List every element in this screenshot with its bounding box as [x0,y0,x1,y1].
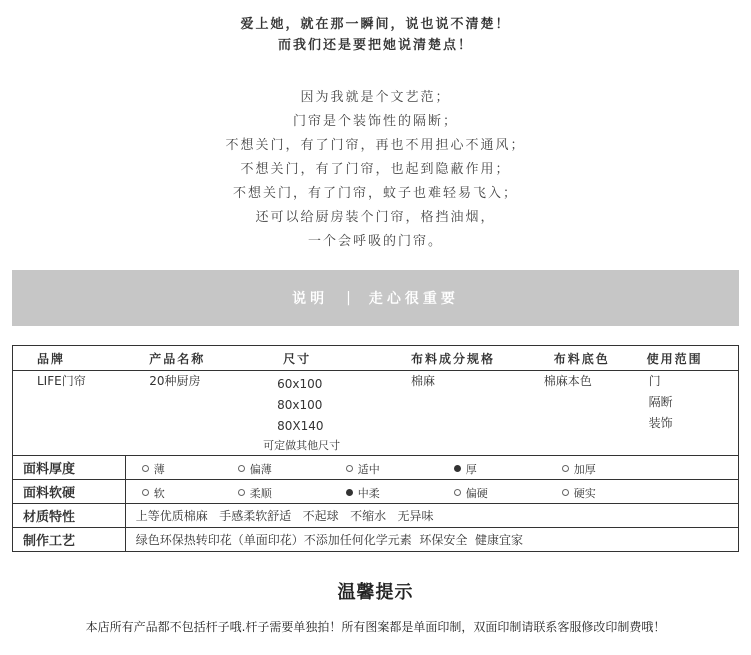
header-usage: 使用范围 [632,346,739,371]
usage-value: 门 [648,374,661,388]
header-product-name: 产品名称 [125,346,255,371]
tips-text: 本店所有产品都不包括杆子哦.杆子需要单独拍！所有图案都是单面印制，双面印制请联系客服修改印制费哦！ [85,620,666,634]
thickness-option [454,461,477,477]
softness-option [346,485,380,501]
banner-left-text: 说明 [292,291,329,307]
softness-option-label: 柔顺 [249,486,272,500]
header-fabric: 布料成分规格 [387,346,542,371]
thickness-option-label: 适中 [357,462,380,476]
spec-main-row [13,371,739,456]
softness-label: 面料软硬 [13,480,126,504]
header-size: 尺寸 [255,346,387,371]
radio-dot-icon [454,489,461,496]
header-base-color: 布料底色 [542,346,632,371]
radio-dot-icon [142,465,149,472]
radio-dot-icon [142,489,149,496]
craft-label: 制作工艺 [13,528,126,552]
usage-value: 装饰 [648,416,673,430]
thickness-option-label: 偏薄 [249,462,272,476]
softness-option-label: 偏硬 [465,486,488,500]
usage-value: 隔断 [648,395,673,409]
radio-dot-icon [562,489,569,496]
thickness-option-label: 加厚 [573,462,596,476]
craft-row [13,528,739,552]
base-color-value: 棉麻本色 [542,371,632,456]
thickness-option [562,461,596,477]
thickness-option-label: 薄 [153,462,165,476]
poem-line: 因为我就是个文艺范； [300,90,451,105]
softness-options [125,480,738,504]
thickness-label: 面料厚度 [13,456,126,480]
softness-option-label: 软 [153,486,165,500]
material-value: 上等优质棉麻 手感柔软舒适 不起球 不缩水 无异味 [125,504,738,528]
poem-line: 还可以给厨房装个门帘，格挡油烟， [255,210,496,225]
size-value: 80x100 [277,398,323,412]
size-cell [255,371,387,456]
poem-line: 不想关门，有了门帘，再也不用担心不通风； [225,138,526,153]
section-banner [12,270,739,326]
craft-value: 绿色环保热转印花（单面印花）不添加任何化学元素 环保安全 健康宜家 [125,528,738,552]
banner-right-text: 走心很重要 [368,291,459,307]
product-name-value: 20种厨房 [125,371,255,456]
softness-option [142,485,165,501]
thickness-options [125,456,738,480]
header-brand: 品牌 [13,346,126,371]
material-row [13,504,739,528]
banner-separator: | [346,290,351,306]
softness-option [454,485,488,501]
thickness-option [238,461,272,477]
thickness-row [13,456,739,480]
usage-cell [632,371,739,456]
brand-value: LIFE门帘 [13,371,126,456]
intro-headline [0,14,751,56]
softness-row [13,480,739,504]
radio-dot-icon [562,465,569,472]
fabric-value: 棉麻 [387,371,542,456]
size-value: 80X140 [277,419,324,433]
material-label: 材质特性 [13,504,126,528]
size-custom-note: 可定做其他尺寸 [263,439,341,452]
spec-table [12,345,739,552]
poem-line: 不想关门，有了门帘，蚊子也难轻易飞入； [232,186,518,201]
intro-poem [0,86,751,254]
poem-line: 门帘是个装饰性的隔断； [292,114,458,129]
radio-dot-icon [238,465,245,472]
thickness-option [142,461,165,477]
headline-line-2: 而我们还是要把她说清楚点！ [277,38,473,53]
softness-option [562,485,596,501]
size-value: 60x100 [277,377,323,391]
poem-line: 不想关门，有了门帘，也起到隐蔽作用； [240,162,511,177]
spec-header-row [13,346,739,371]
radio-dot-icon [238,489,245,496]
thickness-option [346,461,380,477]
headline-line-1: 爱上她，就在那一瞬间，说也说不清楚！ [240,17,511,32]
softness-option-label: 中柔 [357,486,380,500]
softness-option [238,485,272,501]
softness-option-label: 硬实 [573,486,596,500]
thickness-option-label: 厚 [465,462,477,476]
radio-dot-icon [454,465,461,472]
poem-line: 一个会呼吸的门帘。 [307,234,443,249]
radio-dot-icon [346,489,353,496]
tips-title: 温馨提示 [337,582,414,603]
radio-dot-icon [346,465,353,472]
